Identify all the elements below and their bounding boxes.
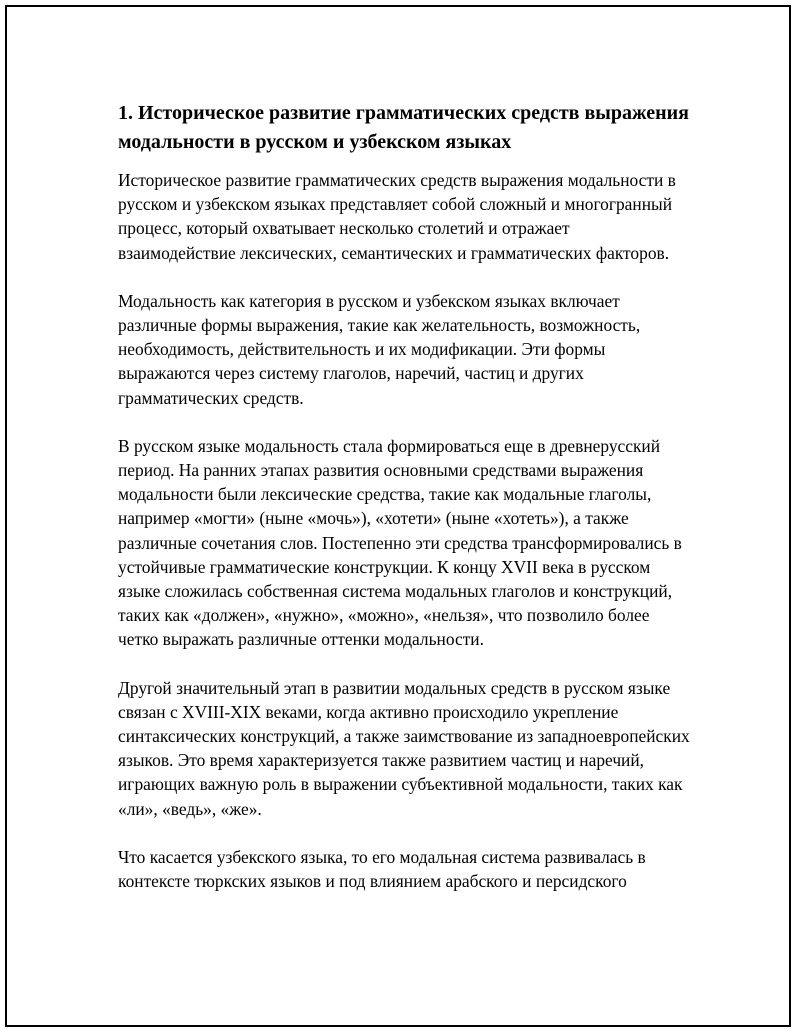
paragraph-2: Модальность как категория в русском и узбекском языках включает различные формы выражения, такие как желательность, возможность, необходимость, действительность и их модификации. Эти формы выражаются через систему глаголов, наречий, частиц и других грамматических средств.: [118, 290, 641, 408]
paragraph-4: Другой значительный этап в развитии модальных средств в русском языке связан с XVIII-XIX веками, когда активно происходило укрепление синтаксических конструкций, а также заимствование из западноевропейских языков. Это время характеризуется также развитием частиц и наречий, играющих важную роль в выражении субъективной модальности, таких как «ли», «ведь», «же».: [118, 677, 690, 819]
document-page: [5, 5, 791, 1027]
section-heading: 1. Историческое развитие грамматических средств выражения модальности в русском и узбекском языках: [118, 102, 689, 153]
document-content: [118, 99, 690, 917]
paragraph-5: Что касается узбекского языка, то его модальная система развивалась в контексте тюркских языков и под влиянием арабского и персидского: [118, 846, 646, 892]
paragraph-1: Историческое развитие грамматических средств выражения модальности в русском и узбекском языках представляет собой сложный и многогранный процесс, который охватывает несколько столетий и отражает взаимодействие лексических, семантических и грамматических факторов.: [118, 170, 676, 263]
paragraph-3: В русском языке модальность стала формироваться еще в древнерусский период. На ранних этапах развития основными средствами выражения модальности были лексические средства, такие как модальные глаголы, например «могти» (ныне «мочь»), «хотети» (ныне «хотеть»), а также различные сочетания слов. Постепенно эти средства трансформировались в устойчивые грамматические конструкции. К концу XVII века в русском языке сложилась собственная система модальных глаголов и конструкций, таких как «должен», «нужно», «можно», «нельзя», что позволило более четко выражать различные оттенки модальности.: [118, 435, 682, 650]
